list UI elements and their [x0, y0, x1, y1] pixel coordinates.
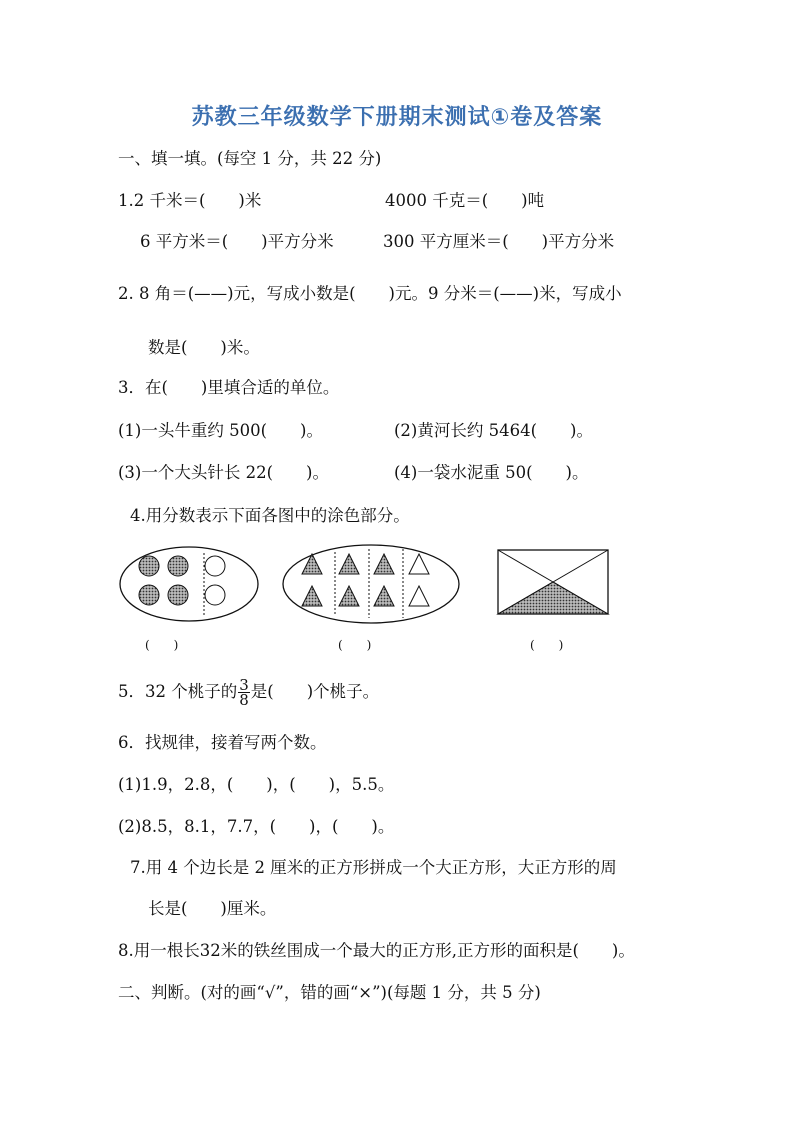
q4-blank-1: ( ): [145, 638, 179, 652]
shaded-circle: [168, 556, 188, 576]
shaded-circle: [139, 556, 159, 576]
q2-line1: 2. 8 角＝(——)元，写成小数是( )元。9 分米＝(——)米，写成小: [118, 284, 622, 303]
figure-circles: [118, 545, 260, 623]
q3-part3: (3)一个大头针长 22( )。: [118, 463, 329, 482]
fraction-denominator: 8: [239, 691, 249, 709]
q5: [118, 678, 379, 707]
section-1-heading: 一、填一填。(每空 1 分，共 22 分): [118, 149, 382, 168]
q6-part2: (2)8.5，8.1，7.7，( )，( )。: [118, 817, 395, 836]
fraction-numerator: 3: [239, 676, 249, 694]
q5-pre: 5．32 个桃子的: [118, 682, 238, 701]
q1-a: 1.2 千米＝( )米: [118, 191, 262, 210]
q5-post: 是( )个桃子。: [250, 682, 380, 701]
shaded-circle: [139, 585, 159, 605]
q3-part1: (1)一头牛重约 500( )。: [118, 421, 323, 440]
shaded-circle: [168, 585, 188, 605]
empty-circle: [205, 556, 225, 576]
q1-b: 4000 千克＝( )吨: [385, 191, 545, 210]
q1-d: 300 平方厘米＝( )平方分米: [383, 232, 615, 251]
q4-blank-3: ( ): [530, 638, 564, 652]
fraction: [238, 678, 250, 707]
q3-part4: (4)一袋水泥重 50( )。: [394, 463, 589, 482]
q7-line1: 7.用 4 个边长是 2 厘米的正方形拼成一个大正方形，大正方形的周: [130, 858, 617, 877]
q4-stem: 4.用分数表示下面各图中的涂色部分。: [130, 506, 410, 525]
q2-line2: 数是( )米。: [148, 338, 260, 357]
q7-line2: 长是( )厘米。: [148, 899, 277, 918]
section-2-heading: 二、判断。(对的画“√”，错的画“×”)(每题 1 分，共 5 分): [118, 983, 541, 1002]
q4-blank-2: ( ): [338, 638, 372, 652]
q3-part2: (2)黄河长约 5464( )。: [394, 421, 593, 440]
page-title: 苏教三年级数学下册期末测试①卷及答案: [191, 105, 603, 130]
figure-triangles: [281, 543, 461, 625]
q1-c: 6 平方米＝( )平方分米: [140, 232, 334, 251]
empty-circle: [205, 585, 225, 605]
q8: 8.用一根长32米的铁丝围成一个最大的正方形,正方形的面积是( )。: [118, 941, 635, 960]
q3-stem: 3．在( )里填合适的单位。: [118, 378, 340, 397]
q6-stem: 6．找规律，接着写两个数。: [118, 733, 327, 752]
figure-rectangle: [496, 548, 610, 616]
q6-part1: (1)1.9，2.8，( )，( )，5.5。: [118, 775, 395, 794]
